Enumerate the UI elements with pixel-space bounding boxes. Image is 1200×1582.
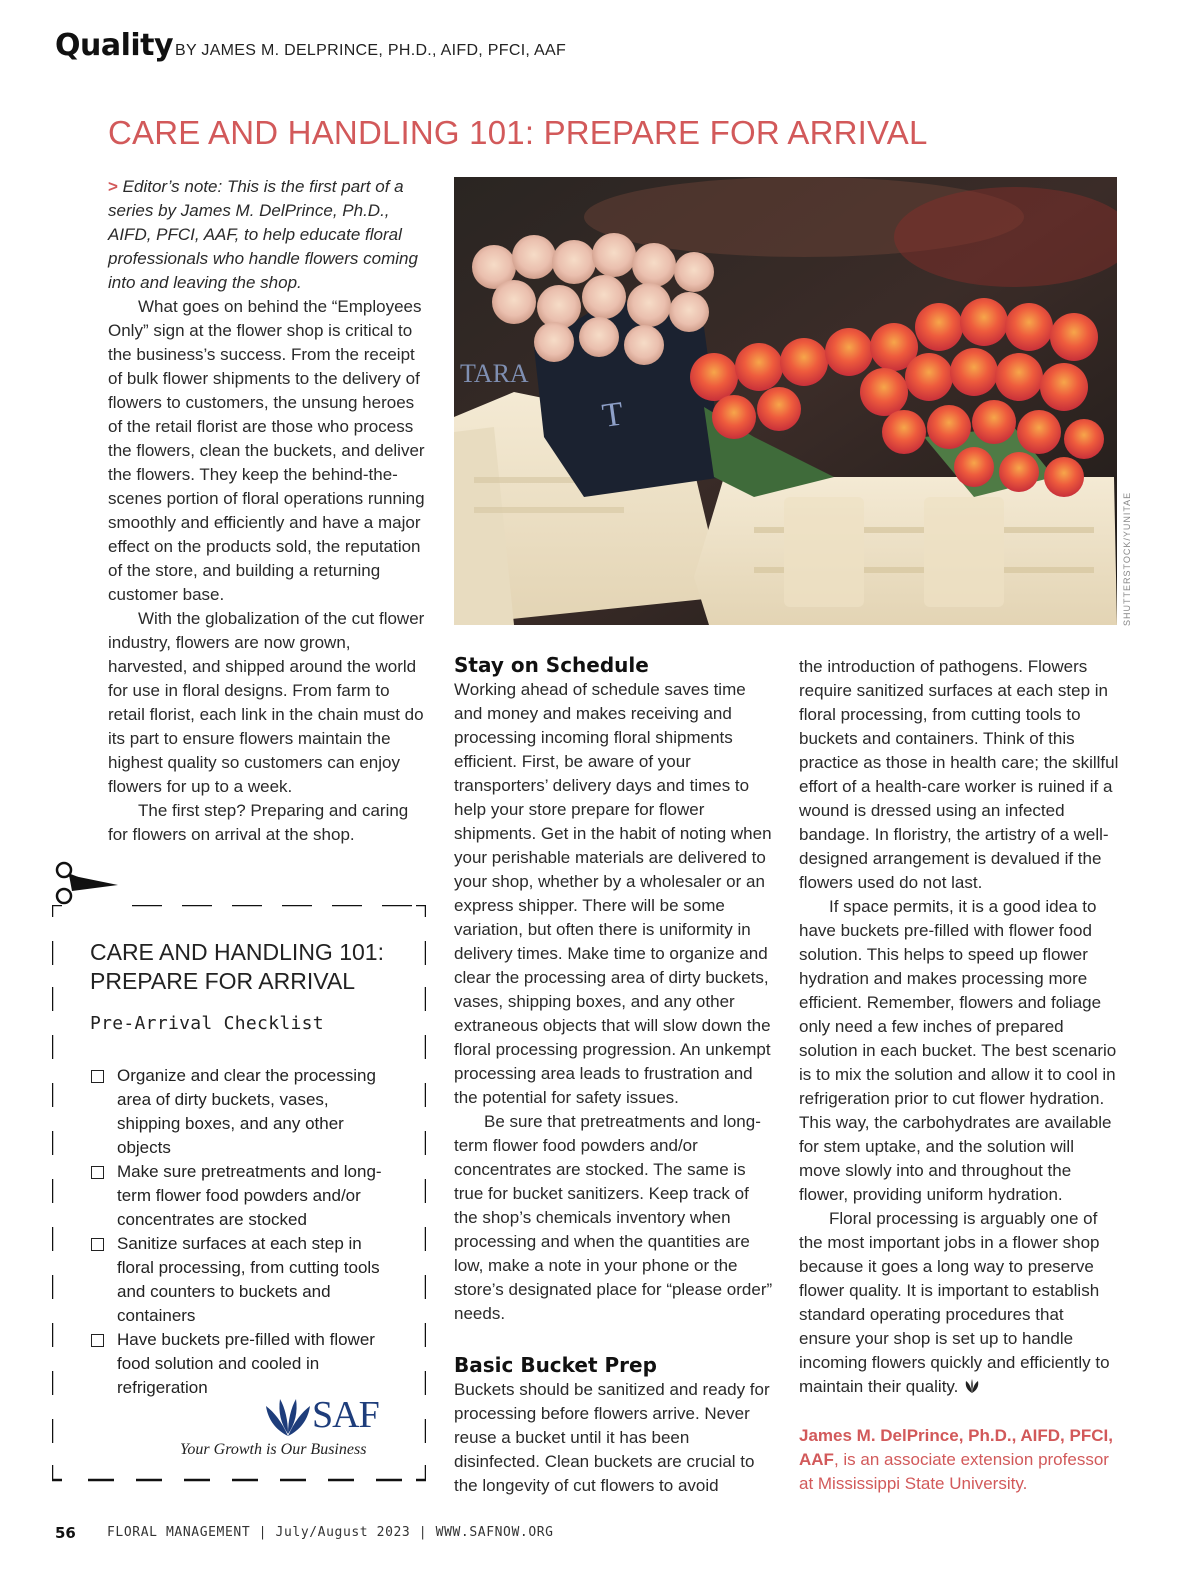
intro-paragraph: What goes on behind the “Employees Only” sign at the flower shop is critical to the business’s success. From the receipt of bulk flower shipments to the delivery of flowers to customers, the unsung heroes of the retail florist are those who process the flowers, clean the buckets, and deliver the flowers. They keep the behind-the-scenes portion of floral operations running smoothly and efficiently and have a major effect on the products sold, the reputation of the store, and building a returning customer base. xyxy=(108,297,425,604)
checklist-item[interactable]: Make sure pretreatments and long-term flower food powders and/or concentrates are stocked xyxy=(90,1160,390,1232)
scissors-icon xyxy=(42,855,122,910)
checklist-item[interactable]: Organize and clear the processing area of dirty buckets, vases, shipping boxes, and any other objects xyxy=(90,1064,390,1160)
byline: BY JAMES M. DELPRINCE, PH.D., AIFD, PFCI, AAF xyxy=(175,42,567,59)
saf-logo-text: SAF xyxy=(312,1394,379,1436)
body-paragraph: the introduction of pathogens. Flowers require sanitized surfaces at each step in floral processing, from cutting tools to buckets and containers. Think of this practice as those in health care; the skillful effort of a health-care worker is ruined if a wound is dressed using an infected bandage. In floristry, the artistry of a well-designed arrangement is devalued if the flowers used do not last. xyxy=(799,657,1119,892)
footer-publication: FLORAL MANAGEMENT | July/August 2023 | WWW.SAFNOW.ORG xyxy=(107,1525,554,1540)
svg-text:T: T xyxy=(599,395,626,435)
photo-label: TARA xyxy=(460,359,529,388)
checkbox-icon[interactable] xyxy=(91,1334,104,1347)
checklist-title: CARE AND HANDLING 101: PREPARE FOR ARRIVAL xyxy=(90,939,384,994)
photo-credit: SHUTTERSTOCK/YUNITAE xyxy=(1122,491,1132,626)
checkbox-icon[interactable] xyxy=(91,1238,104,1251)
body-paragraph: Be sure that pretreatments and long-term flower food powders and/or concentrates are stocked. The same is true for bucket sanitizers. Keep track of the shop’s chemicals inventory when processing and when the quantities are low, make a note in your phone or the store’s designated place for “please order” needs. xyxy=(454,1112,773,1323)
middle-column xyxy=(454,652,774,1498)
end-mark-icon xyxy=(963,1378,981,1394)
checklist-item[interactable]: Sanitize surfaces at each step in floral processing, from cutting tools and counters to buckets and containers xyxy=(90,1232,390,1328)
saf-tagline: Your Growth is Our Business xyxy=(180,1441,367,1458)
body-paragraph: Floral processing is arguably one of the most important jobs in a flower shop because it goes a long way to preserve flower quality. It is important to establish standard operating procedures that ensure your shop is set up to handle incoming flowers quickly and efficiently to maintain their quality. xyxy=(799,1209,1110,1396)
editor-note: > Editor’s note: This is the first part of a series by James M. DelPrince, Ph.D., AIFD, PFCI, AAF, to help educate floral professionals who handle flowers coming into and leaving the shop. xyxy=(108,177,418,292)
checkbox-icon[interactable] xyxy=(91,1070,104,1083)
checkbox-icon[interactable] xyxy=(91,1166,104,1179)
saf-logo-icon xyxy=(264,1396,312,1438)
roses-photo xyxy=(454,177,1117,625)
body-paragraph: Working ahead of schedule saves time and money and makes receiving and processing incoming floral shipments efficient. First, be aware of your transporters’ delivery days and times to help your store prepare for flower shipments. Get in the habit of noting when your perishable materials are delivered to your shop, whether by a wholesaler or an express shipper. There will be some variation, but often there is uniformity in delivery times. Make time to organize and clear the processing area of dirty buckets, vases, shipping boxes, and any other extraneous objects that will slow down the floral processing progression. An unkempt processing area leads to frustration and the potential for safety issues. xyxy=(454,680,772,1107)
intro-paragraph: With the globalization of the cut flower industry, flowers are now grown, harvested, and shipped around the world for use in floral designs. From farm to retail florist, each link in the chain must do its part to ensure flowers maintain the highest quality so customers can enjoy flowers for up to a week. xyxy=(108,609,425,796)
checklist xyxy=(90,1064,390,1400)
section-label: Quality xyxy=(55,28,174,63)
chevron-right-icon: > xyxy=(108,177,118,196)
body-paragraph: If space permits, it is a good idea to have buckets pre-filled with flower food solution. This helps to speed up flower hydration and makes processing more efficient. Remember, flowers and foliage only need a few inches of prepared solution in each bucket. The best scenario is to mix the solution and allow it to cool in refrigeration prior to cut flower hydration. This way, the carbohydrates are available for stem uptake, and the solution will move slowly into and throughout the flower, providing uniform hydration. xyxy=(799,897,1117,1204)
body-paragraph: Buckets should be sanitized and ready for processing before flowers arrive. Never reuse a bucket until it has been disinfected. Clean buckets are crucial to the longevity of cut flowers to avoid xyxy=(454,1380,770,1495)
checklist-subtitle: Pre-Arrival Checklist xyxy=(90,1013,324,1034)
article-title: CARE AND HANDLING 101: PREPARE FOR ARRIVAL xyxy=(108,114,928,151)
checklist-item[interactable]: Have buckets pre-filled with flower food solution and cooled in refrigeration xyxy=(90,1328,390,1400)
author-bio: James M. DelPrince, Ph.D., AIFD, PFCI, AAF, is an associate extension professor at Mississippi State University. xyxy=(799,1426,1113,1493)
section-heading-schedule: Stay on Schedule xyxy=(454,653,649,677)
intro-column xyxy=(108,175,428,847)
right-column xyxy=(799,655,1119,1399)
intro-paragraph: The first step? Preparing and caring for flowers on arrival at the shop. xyxy=(108,801,409,844)
page-number: 56 xyxy=(55,1524,76,1542)
section-heading-bucket-prep: Basic Bucket Prep xyxy=(454,1353,657,1377)
